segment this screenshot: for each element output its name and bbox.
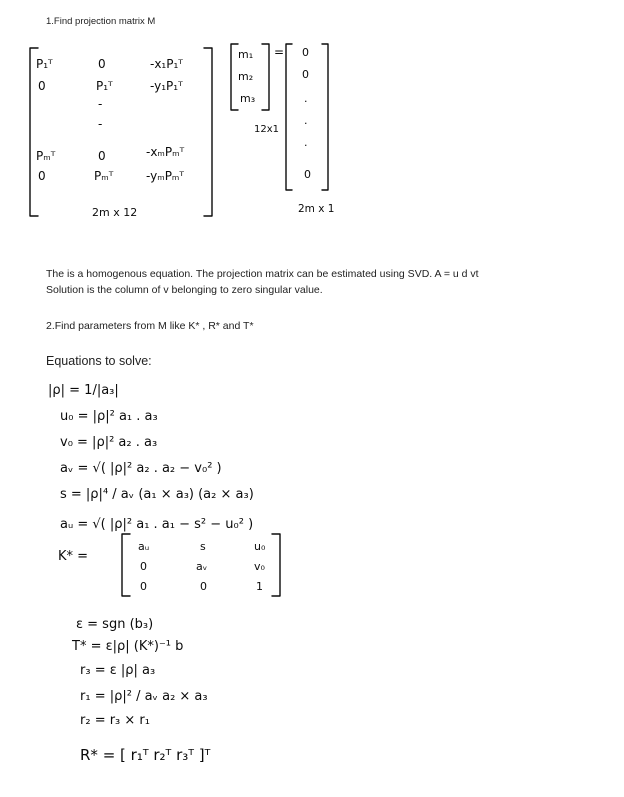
vector-zero-entry: 0 <box>302 46 309 59</box>
k-matrix-cell: aᵤ <box>138 540 150 553</box>
vector-zero-entry: 0 <box>304 168 311 181</box>
vector-m-left-bracket <box>231 44 238 110</box>
vector-zero-size-label: 2m x 1 <box>298 203 335 215</box>
k-matrix-cell: 1 <box>256 580 263 593</box>
matrix-a-cell: 0 <box>98 57 106 71</box>
matrix-a-size-label: 2m x 12 <box>92 206 138 219</box>
vector-m-entry: m₂ <box>238 70 254 83</box>
k-matrix-cell: v₀ <box>254 560 265 573</box>
equation-line: r₂ = r₃ × r₁ <box>80 713 150 728</box>
vector-zero-right-bracket <box>322 44 328 190</box>
matrix-a-cell: P₁ᵀ <box>36 57 53 71</box>
k-matrix-left-bracket <box>122 534 130 596</box>
matrix-a-cell: P₁ᵀ <box>96 79 113 93</box>
matrix-a-cell: 0 <box>38 79 46 93</box>
equation-line: u₀ = |ρ|² a₁ . a₃ <box>60 409 158 424</box>
matrix-a-cell: -y₁P₁ᵀ <box>150 79 183 93</box>
equation-line: v₀ = |ρ|² a₂ . a₃ <box>60 435 158 450</box>
matrix-a-right-bracket <box>204 48 212 216</box>
k-matrix-label: K* = <box>58 549 89 564</box>
matrix-a-left-bracket <box>30 48 38 216</box>
equation-line: s = |ρ|⁴ / aᵥ (a₁ × a₃) (a₂ × a₃) <box>60 487 254 502</box>
equation-line: |ρ| = 1/|a₃| <box>48 383 119 398</box>
vector-m-right-bracket <box>262 44 269 110</box>
equation-line: r₃ = ε |ρ| a₃ <box>80 663 156 678</box>
k-matrix-cell: s <box>200 540 206 553</box>
r-matrix-line: R* = [ r₁ᵀ r₂ᵀ r₃ᵀ ]ᵀ <box>80 746 211 764</box>
section-2-title: 2.Find parameters from M like K* , R* and T* <box>46 320 254 332</box>
matrix-a-cell: - <box>98 117 103 131</box>
paragraph-line: Solution is the column of v belonging to zero singular value. <box>46 284 323 296</box>
matrix-a-cell: 0 <box>98 149 106 163</box>
matrix-a-cell: -yₘPₘᵀ <box>146 169 185 183</box>
vector-m-size-label: 12x1 <box>254 124 280 135</box>
vector-zero-left-bracket <box>286 44 292 190</box>
paragraph-line: The is a homogenous equation. The projection matrix can be estimated using SVD. A = u d vt <box>46 268 479 280</box>
equation-line: ε = sgn (b₃) <box>76 617 154 632</box>
vector-m-entry: m₃ <box>240 92 256 105</box>
equals-sign: = <box>274 45 285 59</box>
equation-line: T* = ε|ρ| (K*)⁻¹ b <box>72 639 184 654</box>
k-matrix-cell: u₀ <box>254 540 266 553</box>
k-matrix-right-bracket <box>272 534 280 596</box>
svd-paragraph <box>46 266 606 298</box>
matrix-a-cell: 0 <box>38 169 46 183</box>
matrix-a-cell: Pₘᵀ <box>36 149 56 163</box>
k-matrix-cell: 0 <box>140 560 147 573</box>
equations-figure <box>0 370 624 797</box>
matrix-a-cell: -xₘPₘᵀ <box>146 145 185 159</box>
equation-line: r₁ = |ρ|² / aᵥ a₂ × a₃ <box>80 689 208 704</box>
matrix-a-cell: -x₁P₁ᵀ <box>150 57 183 71</box>
vector-m-entry: m₁ <box>238 48 254 61</box>
vector-zero-entry: . <box>304 114 308 127</box>
vector-zero-entry: . <box>304 92 308 105</box>
matrix-a-cell: Pₘᵀ <box>94 169 114 183</box>
vector-zero-entry: 0 <box>302 68 309 81</box>
k-matrix-cell: 0 <box>140 580 147 593</box>
k-matrix-cell: aᵥ <box>196 560 208 573</box>
matrix-equation-figure <box>0 30 624 230</box>
section-1-title: 1.Find projection matrix M <box>46 16 156 27</box>
k-matrix-cell: 0 <box>200 580 207 593</box>
equations-title: Equations to solve: <box>46 354 152 368</box>
matrix-a-cell: - <box>98 97 103 111</box>
vector-zero-entry: . <box>304 136 308 149</box>
equation-line: aᵤ = √( |ρ|² a₁ . a₁ − s² − u₀² ) <box>60 517 254 532</box>
equation-line: aᵥ = √( |ρ|² a₂ . a₂ − v₀² ) <box>60 461 222 476</box>
